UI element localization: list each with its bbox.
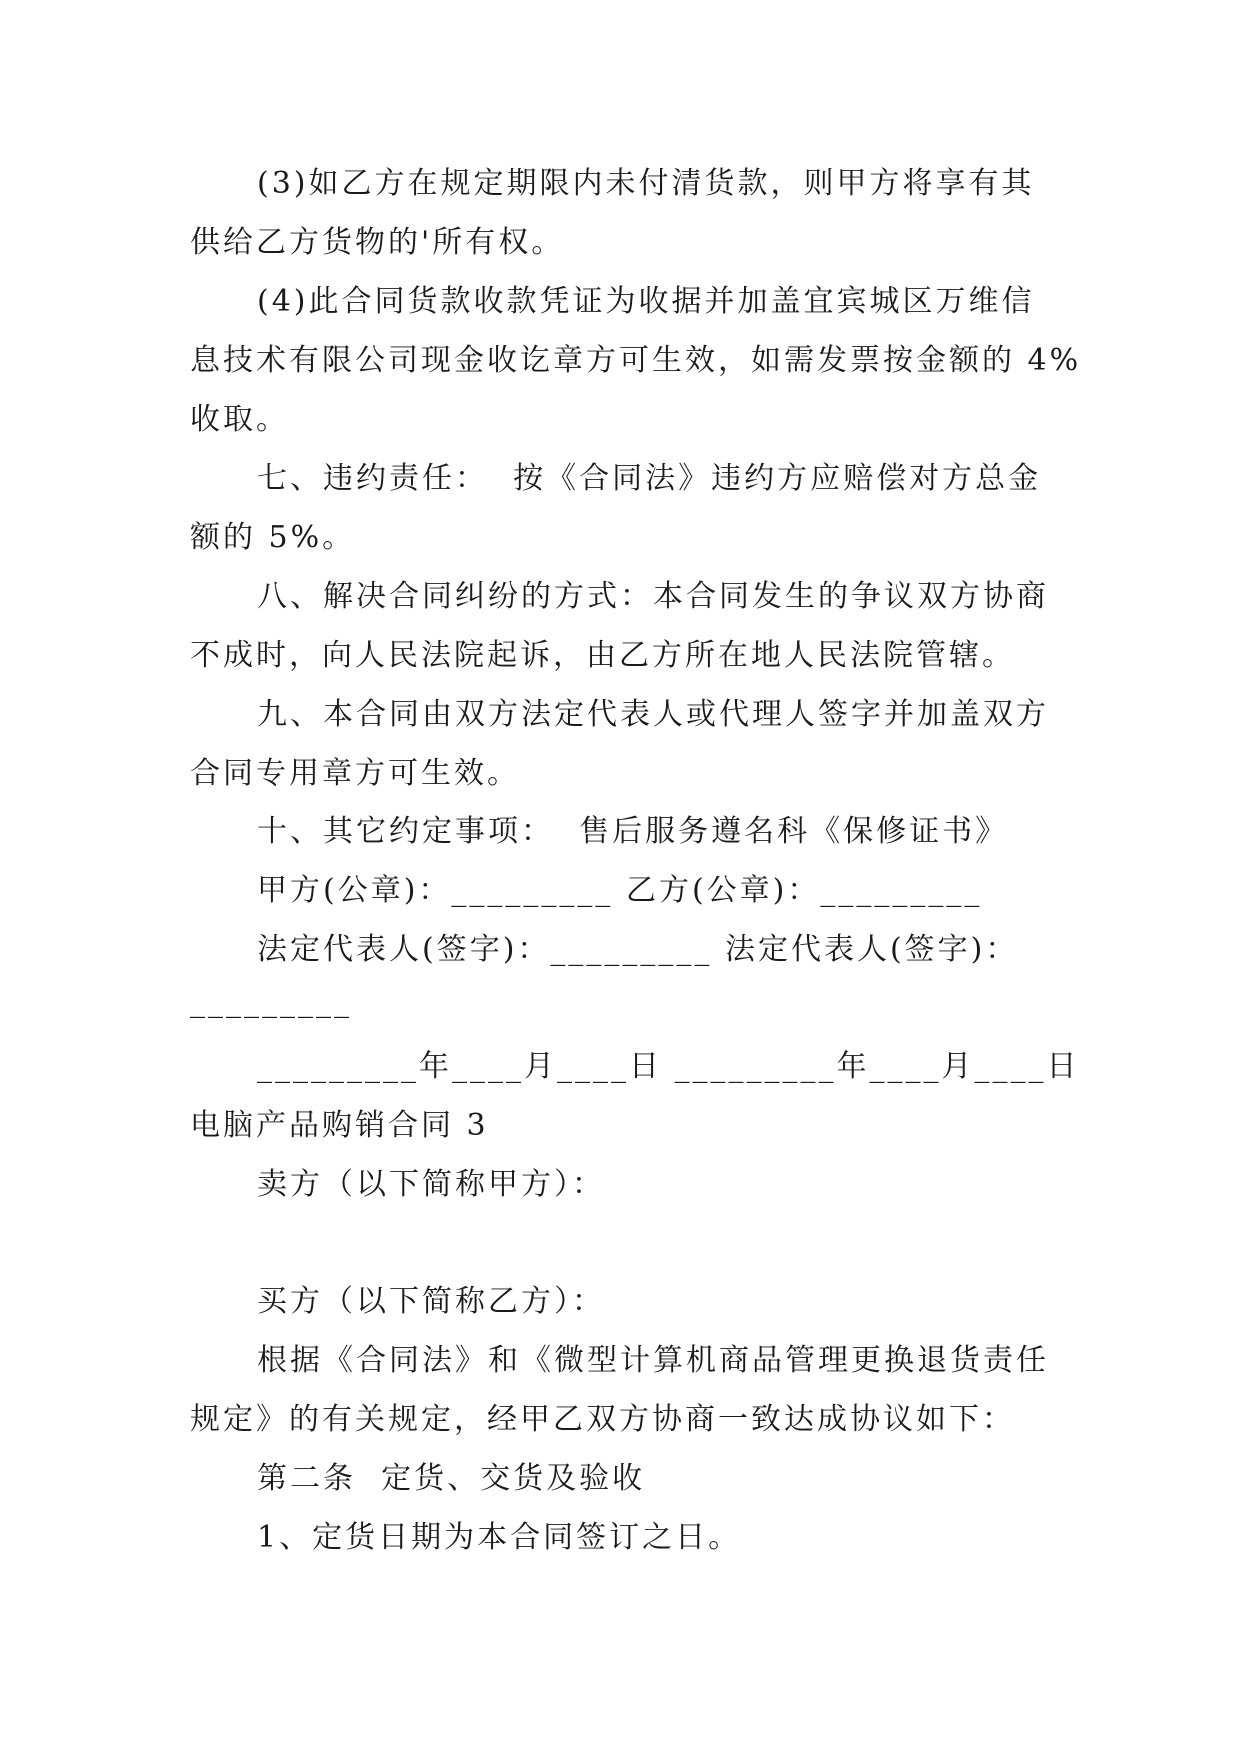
paragraph-line: 合同专用章方可生效。	[190, 756, 520, 791]
paragraph-line: 十、其它约定事项： 售后服务遵名科《保修证书》	[257, 814, 1009, 849]
date-line: _________年____月____日 _________年____月____日	[257, 1049, 1080, 1084]
paragraph-line: (3)如乙方在规定期限内未付清货款，则甲方将享有其	[257, 166, 1035, 201]
signature-line: 甲方(公章)：_________ 乙方(公章)：_________	[257, 873, 983, 908]
paragraph-line: 根据《合同法》和《微型计算机商品管理更换退货责任	[257, 1343, 1049, 1378]
paragraph-line: (4)此合同货款收款凭证为收据并加盖宜宾城区万维信	[257, 284, 1035, 319]
party-line: 买方（以下简称乙方）：	[257, 1284, 605, 1319]
signature-line: 法定代表人(签字)：_________ 法定代表人(签字)：	[257, 932, 1019, 967]
paragraph-line: 规定》的有关规定，经甲乙双方协商一致达成协议如下：	[190, 1402, 1015, 1437]
paragraph-line: 不成时，向人民法院起诉，由乙方所在地人民法院管辖。	[190, 638, 1015, 673]
paragraph-line: 1、定货日期为本合同签订之日。	[257, 1520, 742, 1555]
section-title: 电脑产品购销合同 3	[190, 1108, 489, 1143]
paragraph-line: 额的 5%。	[190, 520, 356, 555]
party-line: 卖方（以下简称甲方）：	[257, 1167, 605, 1202]
paragraph-line: 供给乙方货物的'所有权。	[190, 225, 565, 260]
paragraph-line: 收取。	[190, 402, 289, 437]
paragraph-line: 八、解决合同纠纷的方式：本合同发生的争议双方协商	[257, 579, 1049, 614]
signature-line: _________	[190, 984, 352, 1019]
paragraph-line: 息技术有限公司现金收讫章方可生效，如需发票按金额的 4%	[190, 343, 1082, 378]
paragraph-line: 七、违约责任： 按《合同法》违约方应赔偿对方总金	[257, 461, 1042, 496]
article-heading: 第二条 定货、交货及验收	[257, 1461, 646, 1496]
paragraph-line: 九、本合同由双方法定代表人或代理人签字并加盖双方	[257, 697, 1049, 732]
